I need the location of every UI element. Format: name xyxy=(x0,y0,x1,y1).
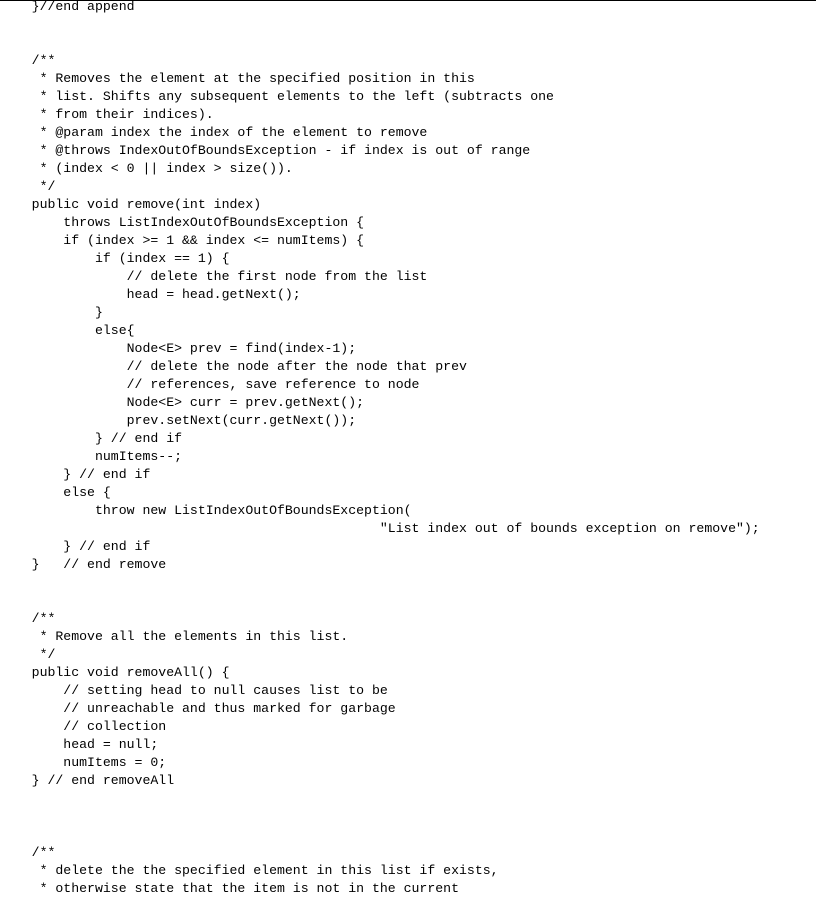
code-line: * @throws IndexOutOfBoundsException - if index is out of range xyxy=(0,143,531,158)
code-line: } // end if xyxy=(0,539,151,554)
code-line: public void removeAll() { xyxy=(0,665,230,680)
code-line: */ xyxy=(0,179,56,194)
code-line: /** xyxy=(0,611,56,626)
code-line xyxy=(0,808,816,826)
code-line: Node<E> prev = find(index-1); xyxy=(0,341,357,356)
code-line: if (index == 1) { xyxy=(0,251,230,266)
code-line xyxy=(0,574,816,592)
code-line: } // end removeAll xyxy=(0,773,175,788)
code-line: } // end remove xyxy=(0,557,167,572)
code-line: numItems = 0; xyxy=(0,755,167,770)
code-line: * (index < 0 || index > size()). xyxy=(0,161,293,176)
code-line: else{ xyxy=(0,323,135,338)
code-line xyxy=(0,790,816,808)
code-line: // references, save reference to node xyxy=(0,377,420,392)
code-line: numItems--; xyxy=(0,449,183,464)
code-line: * from their indices). xyxy=(0,107,214,122)
code-line: if (index >= 1 && index <= numItems) { xyxy=(0,233,365,248)
code-line: * list. Shifts any subsequent elements to the left (subtracts one xyxy=(0,89,554,104)
code-line: * @param index the index of the element to remove xyxy=(0,125,428,140)
code-line: public void remove(int index) xyxy=(0,197,262,212)
code-line xyxy=(0,34,816,52)
code-line: // unreachable and thus marked for garbage xyxy=(0,701,396,716)
code-line: // delete the node after the node that prev xyxy=(0,359,467,374)
code-line xyxy=(0,592,816,610)
code-line: * otherwise state that the item is not in the current xyxy=(0,881,459,896)
code-line: } // end if xyxy=(0,467,151,482)
code-line: * Removes the element at the specified position in this xyxy=(0,71,475,86)
code-line: } // end if xyxy=(0,431,183,446)
code-line: else { xyxy=(0,485,111,500)
code-line: // delete the first node from the list xyxy=(0,269,428,284)
code-line: // setting head to null causes list to be xyxy=(0,683,388,698)
code-line: /** xyxy=(0,845,56,860)
code-line: throws ListIndexOutOfBoundsException { xyxy=(0,215,365,230)
code-line: * delete the the specified element in this list if exists, xyxy=(0,863,499,878)
code-line: } xyxy=(0,305,103,320)
code-line xyxy=(0,16,816,34)
code-line: "List index out of bounds exception on remove"); xyxy=(0,521,760,536)
code-line: Node<E> curr = prev.getNext(); xyxy=(0,395,365,410)
code-line: }//end append xyxy=(0,0,135,14)
code-line: head = null; xyxy=(0,737,159,752)
code-line xyxy=(0,826,816,844)
code-line: */ xyxy=(0,647,56,662)
code-line: * Remove all the elements in this list. xyxy=(0,629,349,644)
code-line: throw new ListIndexOutOfBoundsException( xyxy=(0,503,412,518)
code-line: /** xyxy=(0,53,56,68)
code-line: head = head.getNext(); xyxy=(0,287,301,302)
code-line: // collection xyxy=(0,719,167,734)
code-line: prev.setNext(curr.getNext()); xyxy=(0,413,357,428)
